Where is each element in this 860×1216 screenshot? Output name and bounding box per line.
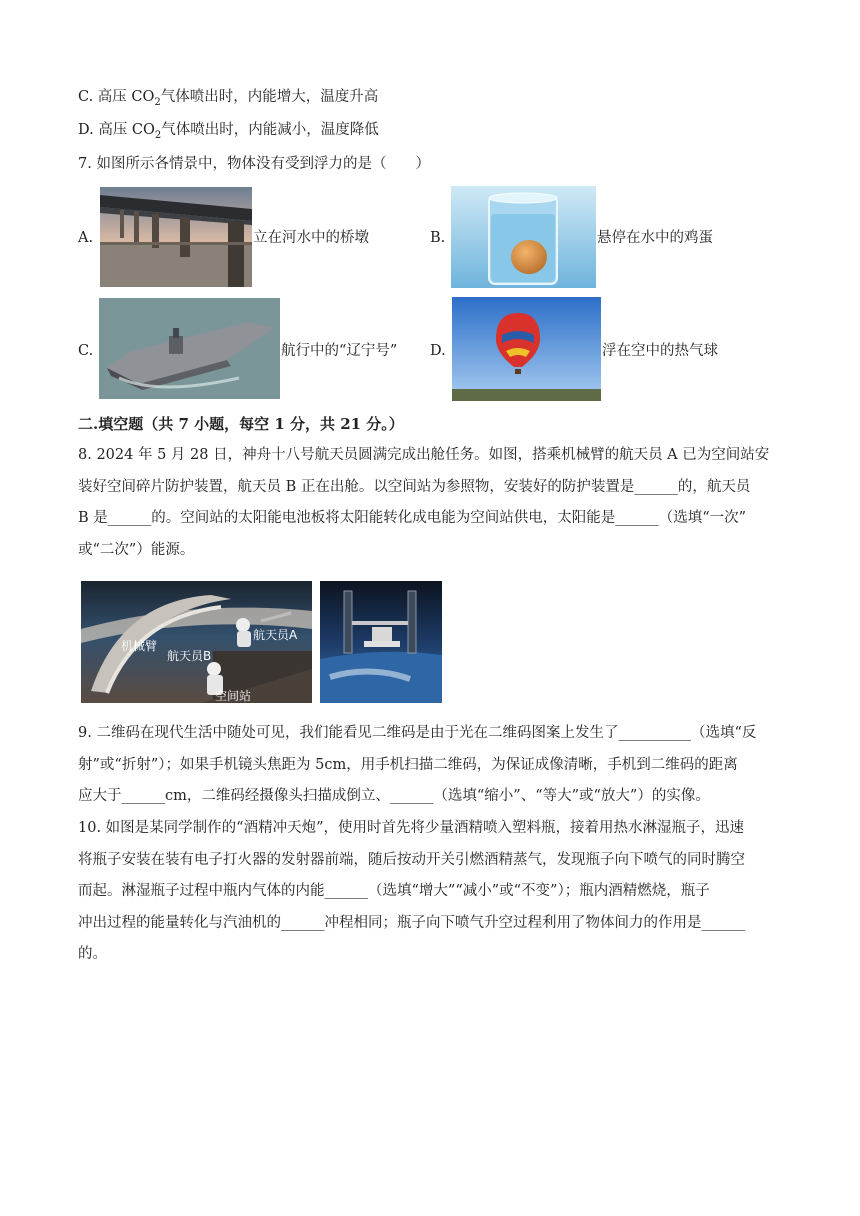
q7-option-c-label: C. [78,343,94,359]
subscript: 2 [154,96,161,108]
q10-line-2: 将瓶子安装在装有电子打火器的发射器前端，随后按动开关引燃酒精蒸气，发现瓶子向下喷气的同时腾空 [78,851,745,868]
q6-option-d [78,120,379,146]
option-text-post: 气体喷出时，内能减小，温度降低 [161,122,379,138]
label-arm: 机械臂 [121,639,158,653]
q7-stem: 7. 如图所示各情景中，物体没有受到浮力的是（ ） [78,156,430,172]
option-label: D. [78,122,94,138]
q9-line-2: 射”或“折射”）；如果手机镜头焦距为 5cm，用手机扫描二维码，为保证成像清晰，手机到二维码的距离 [78,756,738,773]
q10-line-5: 的。 [78,946,107,962]
option-text-pre: 高压 CO [98,122,155,138]
hot-air-balloon-photo [452,297,601,401]
label-astronaut-b: 航天员B [167,649,212,663]
q8-line-1: 8. 2024 年 5 月 28 日，神舟十八号航天员圆满完成出舱任务。如图，搭乘机械臂的航天员 A 已为空间站安 [78,447,770,463]
label-station: 空间站 [215,689,252,703]
q10-line-3: 而起。淋湿瓶子过程中瓶内气体的内能______（选填“增大”“减小”或“不变”）；瓶内酒精燃烧，瓶子 [78,883,710,899]
q7-option-a-label: A. [78,230,94,246]
q7-option-a-text: 立在河水中的桥墩 [253,230,369,246]
q9-text [78,718,783,813]
q8-text [78,440,783,566]
section-2-title: 二.填空题（共 7 小题，每空 1 分，共 21 分。） [78,415,404,433]
label-astronaut-a: 航天员A [253,628,298,642]
aircraft-carrier-photo [99,298,280,399]
option-label: C. [78,89,94,105]
q8-line-2: 装好空间碎片防护装置，航天员 B 正在出舱。以空间站为参照物，安装好的防护装置是______的，航天员 [78,478,751,495]
q7-option-d-label: D. [430,343,446,359]
q9-line-3: 应大于______cm，二维码经摄像头扫描成倒立、______（选填“缩小”、“等大”或“放大”）的实像。 [78,788,710,804]
bridge-photo [100,187,252,287]
option-text-pre: 高压 CO [97,89,155,105]
q7-option-b-text: 悬停在水中的鸡蛋 [597,230,713,246]
subscript: 2 [154,129,162,141]
q8-line-4: 或“二次”）能源。 [78,541,195,558]
q8-line-3: B 是______的。空间站的太阳能电池板将太阳能转化成电能为空间站供电，太阳能是______（选填“一次” [78,510,747,526]
q9-line-1: 9. 二维码在现代生活中随处可见，我们能看见二维码是由于光在二维码图案上发生了__________（选填“反 [78,725,757,741]
q7-option-d-text: 浮在空中的热气球 [602,343,718,359]
q7-option-c-text: 航行中的“辽宁号” [281,343,398,359]
option-text-post: 气体喷出时，内能增大，温度升高 [160,89,379,105]
egg-in-water-photo [451,186,596,288]
q6-option-c [78,87,378,113]
q10-text [78,813,783,971]
space-station-photo [320,581,442,703]
q10-line-4: 冲出过程的能量转化与汽油机的______冲程相同；瓶子向下喷气升空过程利用了物体间力的作用是______ [78,914,745,931]
astronaut-eva-photo [81,581,312,703]
q10-line-1: 10. 如图是某同学制作的“酒精冲天炮”，使用时首先将少量酒精喷入塑料瓶，接着用热水淋湿瓶子，迅速 [78,820,744,836]
q7-option-b-label: B. [430,230,446,246]
